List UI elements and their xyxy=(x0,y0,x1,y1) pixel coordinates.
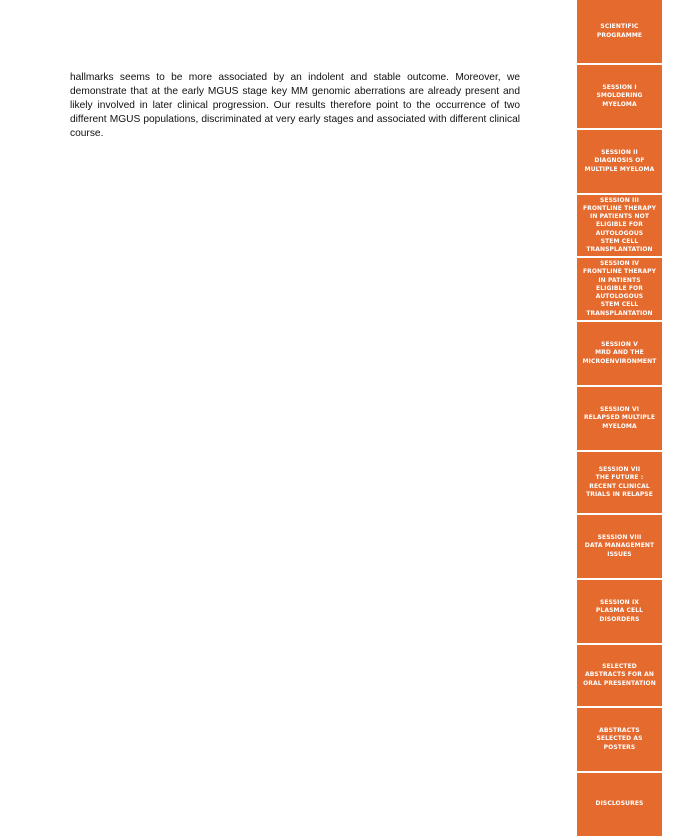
nav-tab-label: SESSION II DIAGNOSIS OF MULTIPLE MYELOMA xyxy=(584,149,655,173)
nav-tab-oral-abstracts[interactable] xyxy=(577,645,662,706)
nav-tab-poster-abstracts[interactable] xyxy=(577,708,662,771)
nav-tab-session-1[interactable] xyxy=(577,65,662,128)
nav-tab-label: SESSION V MRD AND THE MICROENVIRONMENT xyxy=(582,341,657,365)
nav-tab-session-9[interactable] xyxy=(577,580,662,643)
nav-tab-label: SCIENTIFIC PROGRAMME xyxy=(596,23,643,39)
nav-tab-label: SESSION III FRONTLINE THERAPY IN PATIENTS NOT ELIGIBLE FOR AUTOLOGOUS STEM CELL TRANSPLANTATION xyxy=(582,196,657,253)
nav-tab-session-2[interactable] xyxy=(577,130,662,193)
body-paragraph: hallmarks seems to be more associated by an indolent and stable outcome. Moreover, we demonstrate that at the early MGUS stage key MM genomic aberrations are already present and likely involved in later clinical progression. Our results therefore point to the occurrence of two different MGUS populations, discriminated at very early stages and associated with different clinical course. xyxy=(70,72,520,139)
nav-tab-disclosures[interactable] xyxy=(577,773,662,836)
nav-tab-session-7[interactable] xyxy=(577,452,662,513)
nav-tab-session-4[interactable] xyxy=(577,258,662,320)
nav-tab-label: SESSION I SMOLDERING MYELOMA xyxy=(596,84,643,108)
nav-tab-scientific-programme[interactable] xyxy=(577,0,662,63)
nav-tab-session-3[interactable] xyxy=(577,195,662,256)
nav-tab-label: SESSION VIII DATA MANAGEMENT ISSUES xyxy=(584,534,655,558)
page-body xyxy=(70,71,520,141)
nav-tab-label: DISCLOSURES xyxy=(595,800,644,808)
nav-tab-label: ABSTRACTS SELECTED AS POSTERS xyxy=(596,727,643,751)
nav-tab-session-5[interactable] xyxy=(577,322,662,385)
nav-tab-session-8[interactable] xyxy=(577,515,662,578)
nav-tab-label: SELECTED ABSTRACTS FOR AN ORAL PRESENTATION xyxy=(583,663,656,687)
nav-tab-label: SESSION IV FRONTLINE THERAPY IN PATIENTS ELIGIBLE FOR AUTOLOGOUS STEM CELL TRANSPLANTATION xyxy=(582,260,657,317)
side-navigation xyxy=(577,0,662,836)
nav-tab-label: SESSION IX PLASMA CELL DISORDERS xyxy=(595,599,644,623)
nav-tab-label: SESSION VI RELAPSED MULTIPLE MYELOMA xyxy=(583,406,656,430)
nav-tab-label: SESSION VII THE FUTURE : RECENT CLINICAL TRIALS IN RELAPSE xyxy=(586,466,653,498)
nav-tab-session-6[interactable] xyxy=(577,387,662,450)
